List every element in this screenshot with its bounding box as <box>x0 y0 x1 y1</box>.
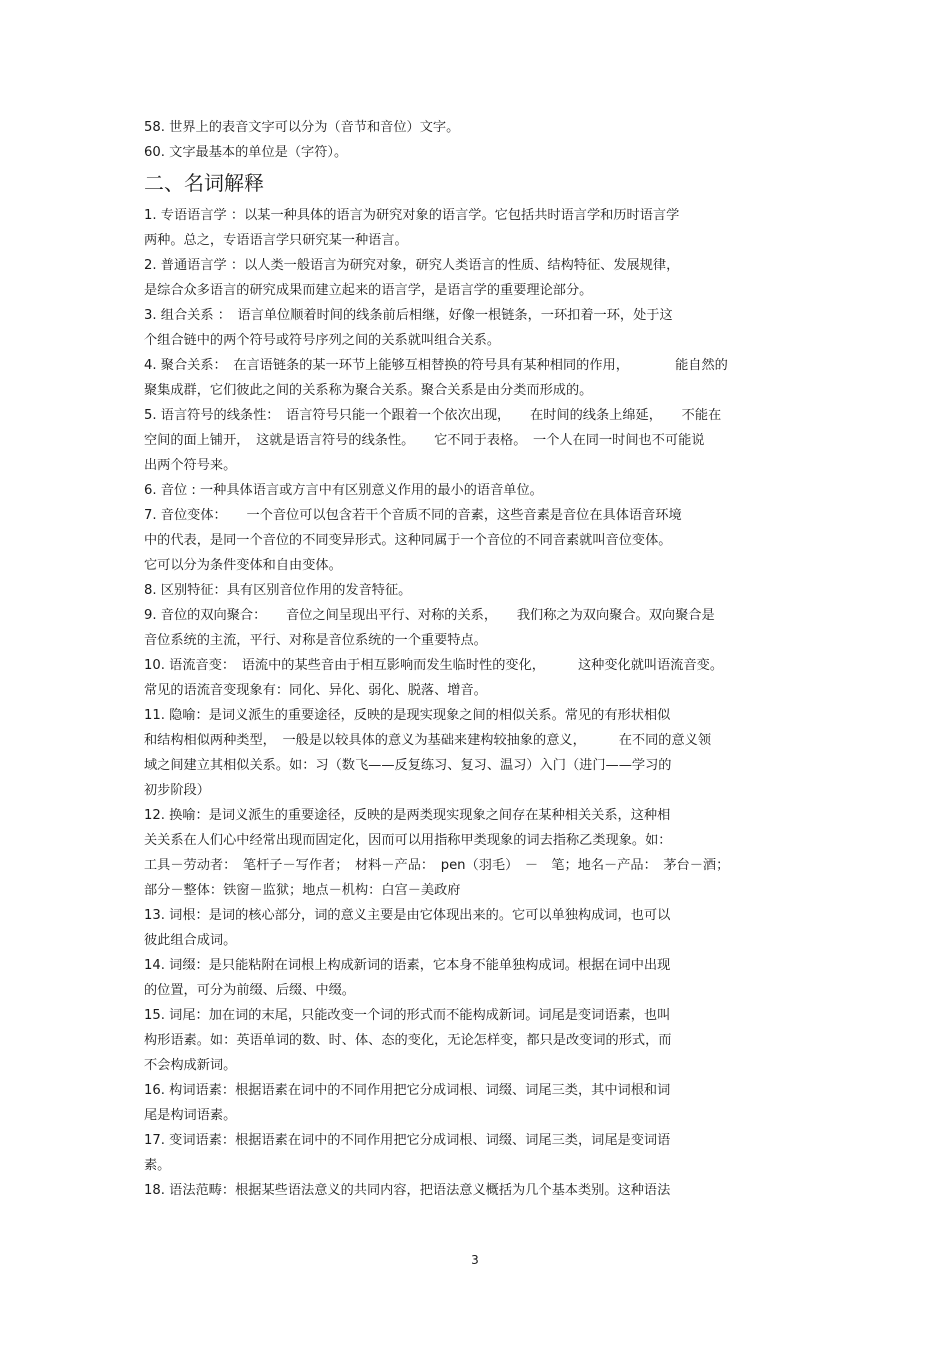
text-line: 4. 聚合关系： 在言语链条的某一环节上能够互相替换的符号具有某种相同的作用， 能自然的 <box>144 358 728 373</box>
text-line: 8. 区别特征：具有区别音位作用的发音特征。 <box>144 583 412 598</box>
text-line: 它可以分为条件变体和自由变体。 <box>144 558 342 573</box>
text-line: 2. 普通语言学 ：以人类一般语言为研究对象，研究人类语言的性质、结构特征、发展规律， <box>144 258 680 273</box>
top-lines <box>144 115 810 165</box>
text-line: 构形语素。如：英语单词的数、时、体、态的变化，无论怎样变，都只是改变词的形式，而 <box>144 1033 672 1048</box>
text-line: 9. 音位的双向聚合： 音位之间呈现出平行、对称的关系， 我们称之为双向聚合。双向聚合是 <box>144 608 715 623</box>
text-line: 12. 换喻：是词义派生的重要途径，反映的是两类现实现象之间存在某种相关关系，这种相 <box>144 808 671 823</box>
text-line: 15. 词尾：加在词的末尾，只能改变一个词的形式而不能构成新词。词尾是变词语素，也叫 <box>144 1008 671 1023</box>
text-line: 音位系统的主流，平行、对称是音位系统的一个重要特点。 <box>144 633 487 648</box>
text-line: 和结构相似两种类型， 一般是以较具体的意义为基础来建构较抽象的意义， 在不同的意义领 <box>144 733 712 748</box>
text-line: 7. 音位变体： 一个音位可以包含若干个音质不同的音素，这些音素是音位在具体语音环境 <box>144 508 682 523</box>
text-line: 工具－劳动者： 笔杆子－写作者； 材料－产品： pen（羽毛） － 笔；地名－产品： 茅台－酒； <box>144 858 730 873</box>
text-line: 域之间建立其相似关系。如：习（数飞——反复练习、复习、温习）入门（进门——学习的 <box>144 758 672 773</box>
text-line: 60. 文字最基本的单位是（字符）。 <box>144 145 348 160</box>
text-line: 17. 变词语素：根据语素在词中的不同作用把它分成词根、词缀、词尾三类，词尾是变词语 <box>144 1133 671 1148</box>
text-line: 素。 <box>144 1158 171 1173</box>
page-content <box>144 115 810 1203</box>
text-line: 的位置，可分为前缀、后缀、中缀。 <box>144 983 355 998</box>
text-line: 58. 世界上的表音文字可以分为（音节和音位）文字。 <box>144 120 460 135</box>
text-line: 3. 组合关系 ： 语言单位顺着时间的线条前后相继，好像一根链条，一环扣着一环，处于这 <box>144 308 673 323</box>
text-line: 中的代表，是同一个音位的不同变异形式。这种同属于一个音位的不同音素就叫音位变体。 <box>144 533 672 548</box>
text-line: 11. 隐喻：是词义派生的重要途径，反映的是现实现象之间的相似关系。常见的有形状相似 <box>144 708 671 723</box>
page-number: 3 <box>471 1253 479 1267</box>
definition-list <box>144 203 810 1203</box>
text-line: 13. 词根：是词的核心部分，词的意义主要是由它体现出来的。它可以单独构成词，也可以 <box>144 908 671 923</box>
text-line: 10. 语流音变： 语流中的某些音由于相互影响而发生临时性的变化， 这种变化就叫语流音变。 <box>144 658 724 673</box>
text-line: 不会构成新词。 <box>144 1058 237 1073</box>
text-line: 初步阶段） <box>144 783 210 798</box>
text-line: 14. 词缀：是只能粘附在词根上构成新词的语素，它本身不能单独构成词。根据在词中出现 <box>144 958 671 973</box>
text-line: 部分－整体：铁窗－监狱；地点－机构：白宫－美政府 <box>144 883 461 898</box>
text-line: 空间的面上铺开， 这就是语言符号的线条性。 它不同于表格。 一个人在同一时间也不可能说 <box>144 433 705 448</box>
text-line: 出两个符号来。 <box>144 458 237 473</box>
text-line: 是综合众多语言的研究成果而建立起来的语言学，是语言学的重要理论部分。 <box>144 283 593 298</box>
text-line: 两种。总之，专语语言学只研究某一种语言。 <box>144 233 408 248</box>
section-heading: 二、名词解释 <box>144 171 264 195</box>
text-line: 18. 语法范畴：根据某些语法意义的共同内容，把语法意义概括为几个基本类别。这种语法 <box>144 1183 671 1198</box>
text-line: 尾是构词语素。 <box>144 1108 237 1123</box>
text-line: 16. 构词语素：根据语素在词中的不同作用把它分成词根、词缀、词尾三类，其中词根和词 <box>144 1083 671 1098</box>
text-line: 常见的语流音变现象有：同化、异化、弱化、脱落、增音。 <box>144 683 487 698</box>
text-line: 1. 专语语言学 ：以某一种具体的语言为研究对象的语言学。它包括共时语言学和历时语言学 <box>144 208 680 223</box>
text-line: 6. 音位 : 一种具体语言或方言中有区别意义作用的最小的语音单位。 <box>144 483 543 498</box>
text-line: 聚集成群，它们彼此之间的关系称为聚合关系。聚合关系是由分类而形成的。 <box>144 383 593 398</box>
text-line: 个组合链中的两个符号或符号序列之间的关系就叫组合关系。 <box>144 333 501 348</box>
text-line: 关关系在人们心中经常出现而固定化，因而可以用指称甲类现象的词去指称乙类现象。如： <box>144 833 672 848</box>
text-line: 5. 语言符号的线条性： 语言符号只能一个跟着一个依次出现， 在时间的线条上绵延， 不能在 <box>144 408 722 423</box>
text-line: 彼此组合成词。 <box>144 933 237 948</box>
